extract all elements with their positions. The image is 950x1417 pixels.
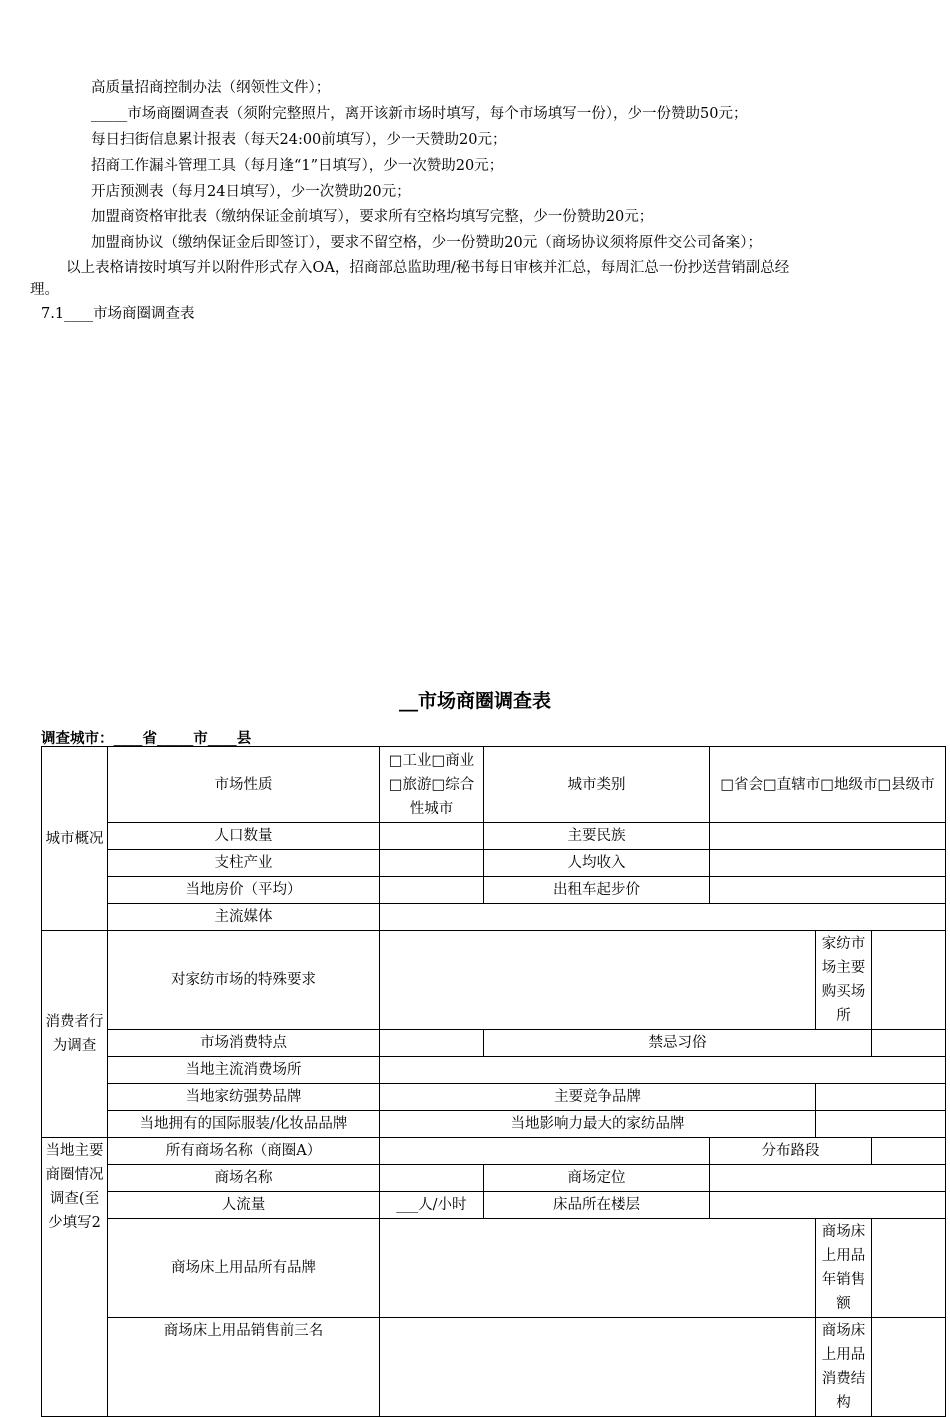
label-bed-floor: 床品所在楼层 (484, 1192, 710, 1219)
field-house-price[interactable] (380, 877, 484, 904)
label-buy-place: 家纺市场主要购买场所 (816, 931, 872, 1030)
field-mall-name[interactable] (380, 1165, 484, 1192)
intro-line-6: 加盟商资格审批表（缴纳保证金前填写），要求所有空格均填写完整，少一份赞助20元； (91, 209, 654, 225)
field-roads[interactable] (872, 1138, 946, 1165)
label-city-type: 城市类别 (484, 747, 710, 823)
field-income[interactable] (710, 850, 946, 877)
market-nature-options[interactable]: □工业□商业□旅游□综合性城市 (380, 747, 484, 823)
label-population: 人口数量 (108, 823, 380, 850)
intro-line-4: 招商工作漏斗管理工具（每月逢“1”日填写），少一次赞助20元； (91, 158, 504, 174)
field-mall-names[interactable] (380, 1138, 710, 1165)
form-title: __市场商圈调查表 (398, 690, 551, 712)
label-income: 人均收入 (484, 850, 710, 877)
label-intl-brand: 当地拥有的国际服装/化妆品品牌 (108, 1111, 380, 1138)
intro-line-3: 每日扫街信息累计报表（每天24:00前填写），少一天赞助20元； (91, 132, 507, 148)
field-influential[interactable] (816, 1111, 946, 1138)
label-bed-sales: 商场床上用品年销售额 (816, 1219, 872, 1318)
label-roads: 分布路段 (710, 1138, 872, 1165)
field-consume-trait[interactable] (380, 1030, 484, 1057)
field-taxi[interactable] (710, 877, 946, 904)
field-competitor[interactable] (816, 1084, 946, 1111)
label-competitor: 主要竞争品牌 (380, 1084, 816, 1111)
label-bed-brands: 商场床上用品所有品牌 (108, 1219, 380, 1318)
label-media: 主流媒体 (108, 904, 380, 931)
label-top3: 商场床上用品销售前三名 (108, 1318, 380, 1417)
label-house-price: 当地房价（平均） (108, 877, 380, 904)
label-mall-position: 商场定位 (484, 1165, 710, 1192)
label-strong-brand: 当地家纺强势品牌 (108, 1084, 380, 1111)
field-traffic[interactable]: ___人/小时 (380, 1192, 484, 1219)
label-consume-trait: 市场消费特点 (108, 1030, 380, 1057)
label-taboo: 禁忌习俗 (484, 1030, 872, 1057)
field-special-req[interactable] (380, 931, 816, 1030)
section-business-district: 当地主要商圈情况调查(至少填写2 (42, 1138, 108, 1417)
label-taxi: 出租车起步价 (484, 877, 710, 904)
intro-line-7: 加盟商协议（缴纳保证金后即签订），要求不留空格，少一份赞助20元（商场协议须将原件交公司备案）； (91, 235, 762, 251)
field-buy-place[interactable] (872, 931, 946, 1030)
intro-line-8b: 理。 (30, 282, 59, 298)
field-taboo[interactable] (872, 1030, 946, 1057)
intro-line-1: 高质量招商控制办法（纲领性文件）； (91, 80, 331, 96)
label-industry: 支柱产业 (108, 850, 380, 877)
intro-line-5: 开店预测表（每月24日填写），少一次赞助20元； (91, 184, 411, 200)
label-special-req: 对家纺市场的特殊要求 (108, 931, 380, 1030)
field-bed-sales[interactable] (872, 1219, 946, 1318)
section-city-overview: 城市概况 (42, 747, 108, 931)
label-influential: 当地影响力最大的家纺品牌 (380, 1111, 816, 1138)
field-bed-structure[interactable] (872, 1318, 946, 1417)
label-mall-names: 所有商场名称（商圈A） (108, 1138, 380, 1165)
label-market-nature: 市场性质 (108, 747, 380, 823)
field-media[interactable] (380, 904, 946, 931)
field-top3[interactable] (380, 1318, 816, 1417)
field-mall-position[interactable] (710, 1165, 946, 1192)
survey-city-line: 调查城市：____省_____市____县 (41, 731, 252, 747)
label-bed-structure: 商场床上用品消费结构 (816, 1318, 872, 1417)
label-ethnic: 主要民族 (484, 823, 710, 850)
intro-line-2: _____市场商圈调查表（须附完整照片，离开该新市场时填写，每个市场填写一份），少一份赞助50元； (91, 106, 748, 122)
field-bed-floor[interactable] (710, 1192, 946, 1219)
intro-line-8a: 以上表格请按时填写并以附件形式存入OA，招商部总监助理/秘书每日审核并汇总，每周汇总一份抄送营销副总经 (66, 260, 790, 276)
field-population[interactable] (380, 823, 484, 850)
label-mall-name: 商场名称 (108, 1165, 380, 1192)
label-traffic: 人流量 (108, 1192, 380, 1219)
survey-table (41, 746, 946, 1417)
field-ethnic[interactable] (710, 823, 946, 850)
field-consume-place[interactable] (380, 1057, 946, 1084)
section-consumer-behavior: 消费者行为调查 (42, 931, 108, 1138)
section-heading: 7.1____市场商圈调查表 (41, 306, 195, 322)
city-type-options[interactable]: □省会□直辖市□地级市□县级市 (710, 747, 946, 823)
field-industry[interactable] (380, 850, 484, 877)
field-bed-brands[interactable] (380, 1219, 816, 1318)
label-consume-place: 当地主流消费场所 (108, 1057, 380, 1084)
